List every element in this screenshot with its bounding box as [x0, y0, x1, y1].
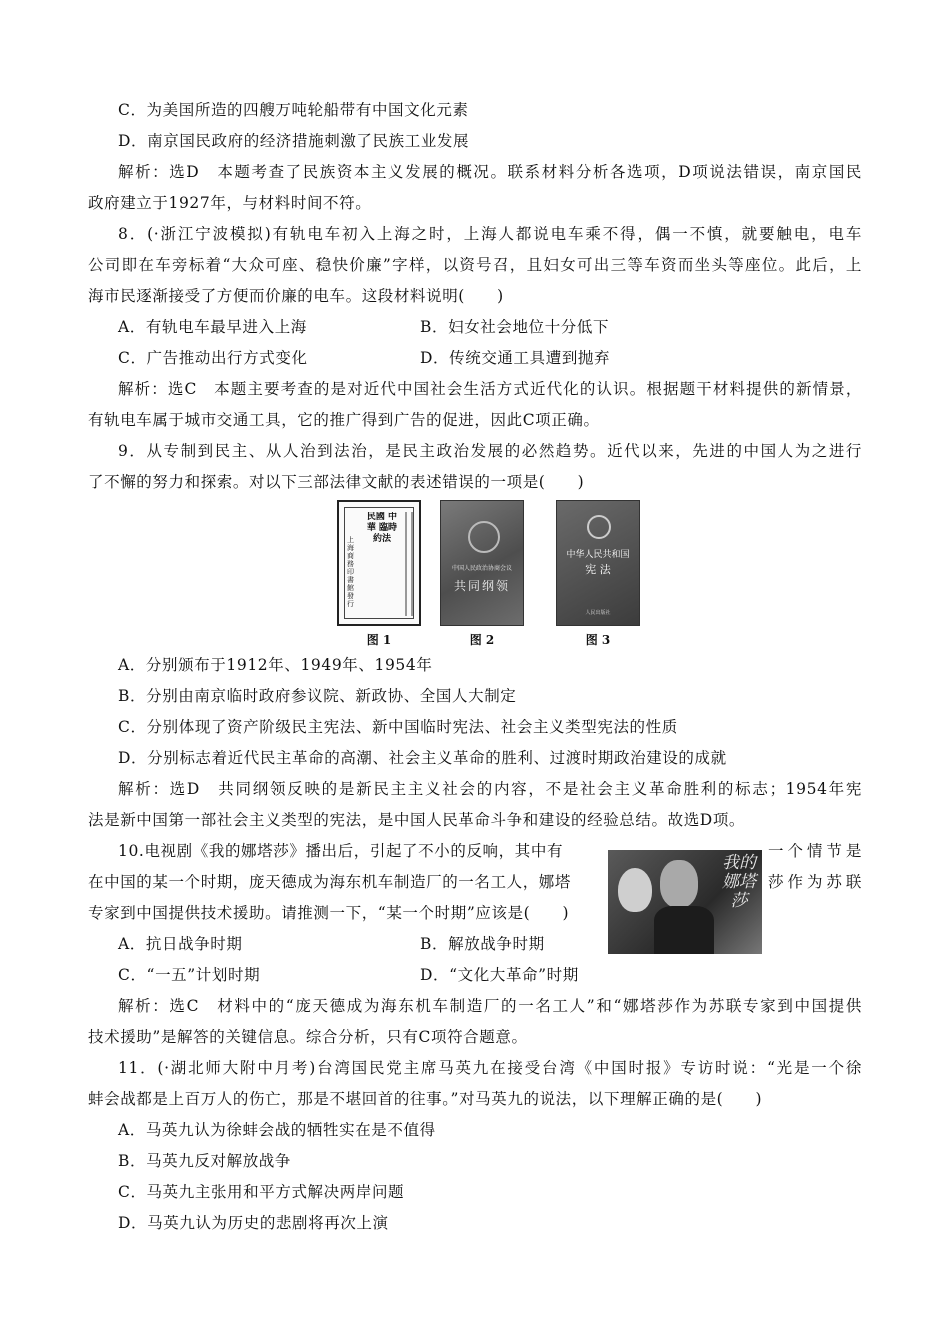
q10-analysis-line-2: 技术援助”是解答的关键信息。综合分析，只有C项符合题意。 [88, 1028, 528, 1046]
actor-face [660, 860, 698, 908]
q7-analysis-line-1: 解析：选D 本题考查了民族资本主义发展的概况。联系材料分析各选项，D项说法错误，南京国民 [118, 163, 862, 181]
figure-3-publisher: 人民出版社 [585, 610, 611, 616]
emblem-icon [587, 515, 611, 539]
q8-option-b: B．妇女社会地位十分低下 [420, 318, 610, 336]
q8-stem-line-2: 公司即在车旁标着“大众可座、稳快价廉”字样，以资号召，且妇女可出三等车资而坐头等座位。此后，上 [88, 256, 862, 274]
q9-stem-line-2: 了不懈的努力和探索。对以下三部法律文献的表述错误的一项是( ) [88, 473, 585, 491]
figure-2-title-1: 中国人民政治协商会议 [451, 565, 512, 572]
figure-2-common-program [440, 500, 524, 626]
q9-option-b: B．分别由南京临时政府参议院、新政协、全国人大制定 [118, 687, 517, 705]
figure-3-title-2: 宪 法 [585, 563, 611, 576]
q8-option-c: C．广告推动出行方式变化 [118, 349, 308, 367]
poster-title: 我的娜塔莎 [722, 853, 756, 911]
figure-2-caption: 图 2 [469, 633, 495, 647]
q9-analysis-line-2: 法是新中国第一部社会主义类型的宪法，是中国人民革命斗争和建设的经验总结。故选D项。 [88, 811, 746, 829]
q9-stem-line-1: 9．从专制到民主、从人治到法治，是民主政治发展的必然趋势。近代以来，先进的中国人为之进行 [118, 442, 862, 460]
q11-option-b: B．马英九反对解放战争 [118, 1152, 291, 1170]
figure-2-title-2: 共同纲领 [453, 579, 510, 593]
q8-option-d: D．传统交通工具遭到抛弃 [420, 349, 611, 367]
figure-3-caption: 图 3 [585, 633, 611, 647]
q10-stem-line-2a: 在中国的某一个时期，庞天德成为海东机车制造厂的一名工人，娜塔 [88, 873, 572, 891]
q9-figures [337, 500, 630, 650]
q9-analysis-line-1: 解析：选D 共同纲领反映的是新民主主义社会的内容，不是社会主义革命胜利的标志；1954年宪 [118, 780, 862, 798]
figure-3-title-1: 中华人民共和国 [566, 550, 630, 560]
q10-analysis-line-1: 解析：选C 材料中的“庞天德成为海东机车制造厂的一名工人”和“娜塔莎作为苏联专家到中国提供 [118, 997, 862, 1015]
drama-poster-image [608, 850, 762, 954]
q11-option-a: A．马英九认为徐蚌会战的牺牲实在是不值得 [118, 1121, 436, 1139]
q11-stem-line-2: 蚌会战都是上百万人的伤亡，那是不堪回首的往事。”对马英九的说法，以下理解正确的是( ) [88, 1090, 763, 1108]
q10-stem-line-2b: 莎作为苏联 [768, 873, 862, 891]
q8-stem-line-3: 海市民逐渐接受了方便而价廉的电车。这段材料说明( ) [88, 287, 504, 305]
q10-stem-line-1a: 10.电视剧《我的娜塔莎》播出后，引起了不小的反响，其中有 [118, 842, 564, 860]
q9-option-a: A．分别颁布于1912年、1949年、1954年 [118, 656, 433, 674]
q9-option-c: C．分别体现了资产阶级民主宪法、新中国临时宪法、社会主义类型宪法的性质 [118, 718, 678, 736]
q10-stem-line-1b: 一个情节是 [768, 842, 862, 860]
q8-option-a: A．有轨电车最早进入上海 [118, 318, 307, 336]
q10-option-a: A．抗日战争时期 [118, 935, 243, 953]
q10-option-d: D．“文化大革命”时期 [420, 966, 579, 984]
figure-1-provisional-constitution [337, 500, 421, 626]
q11-stem-line-1: 11．(·湖北师大附中月考)台湾国民党主席马英九在接受台湾《中国时报》专访时说：“光是一个徐 [118, 1059, 862, 1077]
q8-analysis-line-2: 有轨电车属于城市交通工具，它的推广得到广告的促进，因此C项正确。 [88, 411, 600, 429]
actress-face [618, 868, 652, 912]
q10-option-b: B．解放战争时期 [420, 935, 545, 953]
q9-option-d: D．分别标志着近代民主革命的高潮、社会主义革命的胜利、过渡时期政治建设的成就 [118, 749, 727, 767]
emblem-icon [468, 521, 500, 553]
q11-option-c: C．马英九主张用和平方式解决两岸问题 [118, 1183, 405, 1201]
q11-option-d: D．马英九认为历史的悲剧将再次上演 [118, 1214, 389, 1232]
figure-1-title: 民國 中華 臨時約法 [366, 512, 398, 544]
figure-1-publisher: 上海商務印書館發行 [347, 536, 354, 608]
q7-analysis-line-2: 政府建立于1927年，与材料时间不符。 [88, 194, 372, 212]
figure-3-constitution [556, 500, 640, 626]
q10-stem-line-3: 专家到中国提供技术援助。请推测一下，“某一个时期”应该是( ) [88, 904, 570, 922]
figure-1-caption: 图 1 [366, 633, 392, 647]
q8-analysis-line-1: 解析：选C 本题主要考查的是对近代中国社会生活方式近代化的认识。根据题干材料提供的新情景， [118, 380, 862, 398]
q7-option-d: D．南京国民政府的经济措施刺激了民族工业发展 [118, 132, 470, 150]
q10-option-c: C．“一五”计划时期 [118, 966, 261, 984]
q7-option-c: C．为美国所造的四艘万吨轮船带有中国文化元素 [118, 101, 469, 119]
q8-stem-line-1: 8．(·浙江宁波模拟)有轨电车初入上海之时，上海人都说电车乘不得，偶一不慎，就要触电，电车 [118, 225, 862, 243]
